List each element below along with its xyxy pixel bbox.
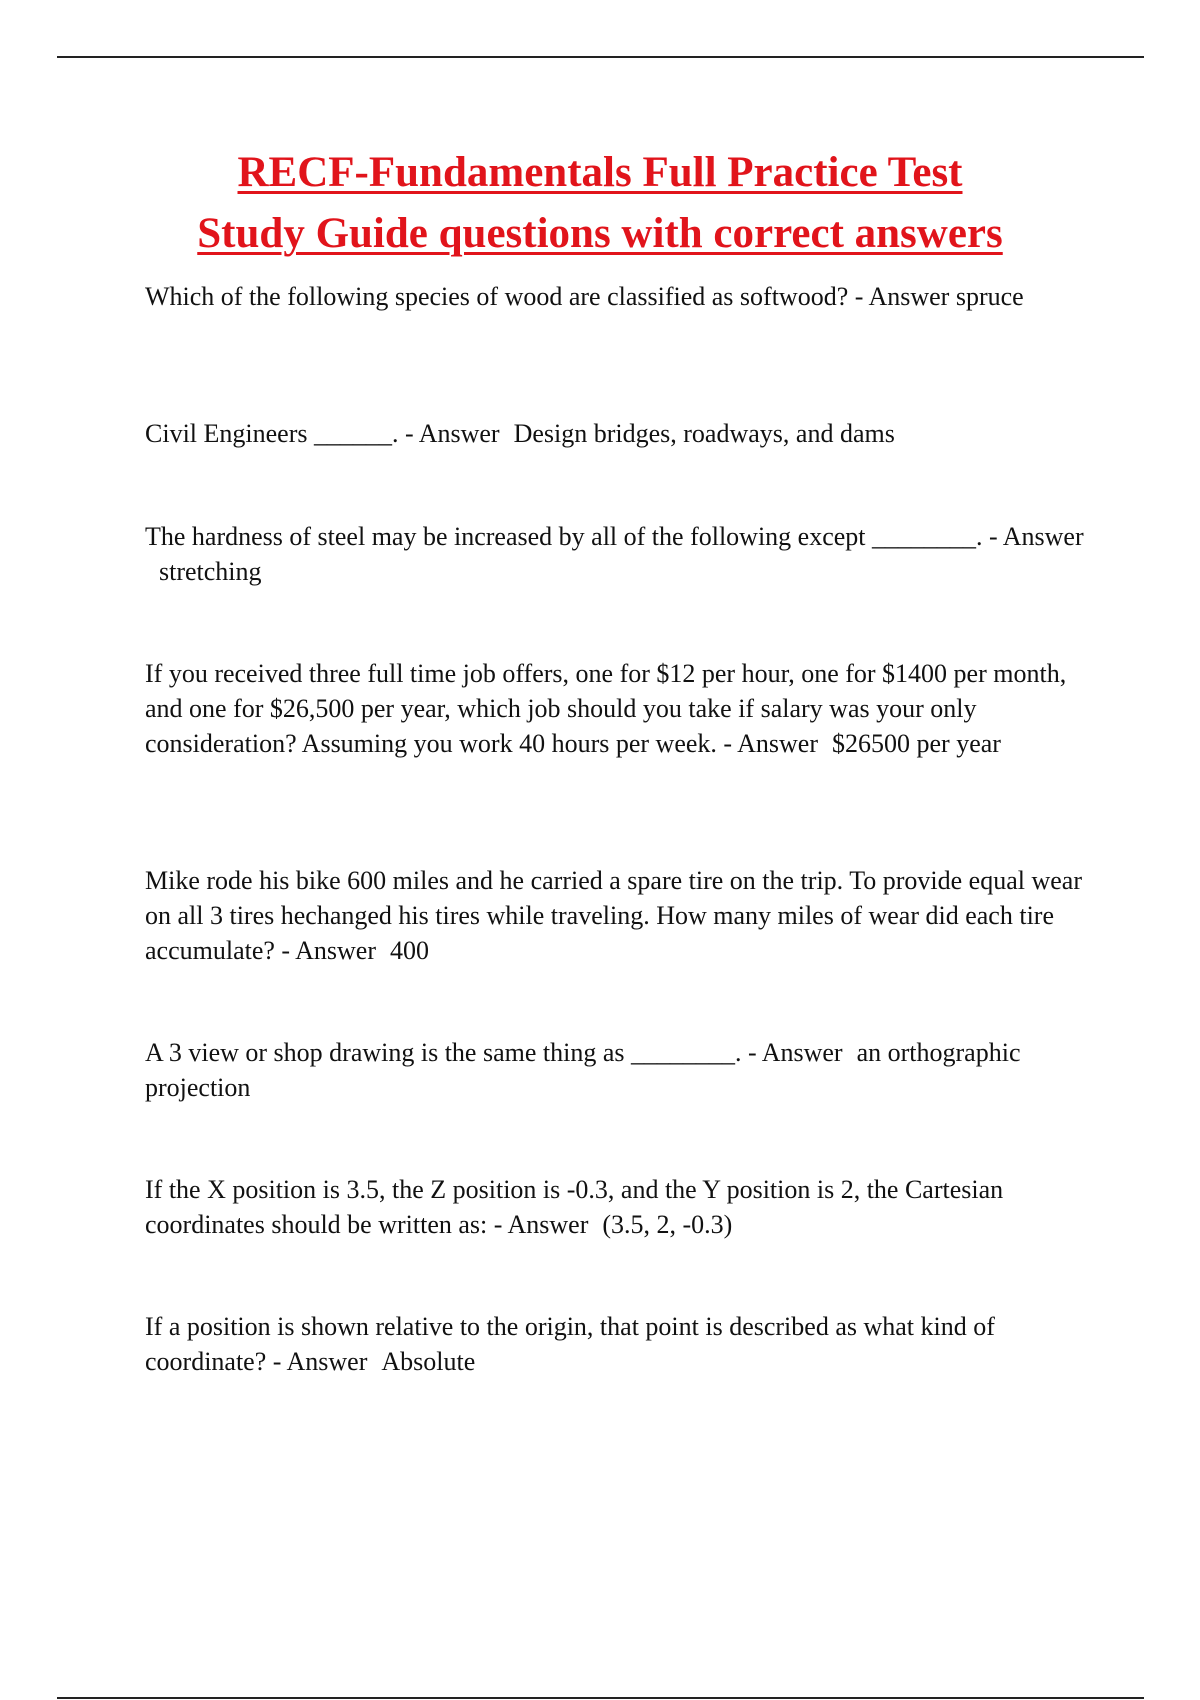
answer-text: $26500 per year: [832, 729, 1001, 758]
question-text: A 3 view or shop drawing is the same thing as ________. - Answer: [145, 1038, 843, 1067]
qa-item-8: [145, 1309, 1095, 1379]
qa-item-2: [145, 416, 1095, 451]
answer-text: spruce: [955, 282, 1024, 311]
question-text: If you received three full time job offers, one for $12 per hour, one for $1400 per month, and one for $26,500 per year, which job should you take if salary was your only consideration? Assuming you work 40 hours per week. - Answer: [145, 659, 1067, 758]
answer-text: an orthographic projection: [145, 1038, 1021, 1102]
title-line-1: RECF-Fundamentals Full Practice Test: [237, 149, 963, 196]
question-text: Civil Engineers ______. - Answer: [145, 419, 500, 448]
document-title: [60, 142, 1140, 264]
qa-item-4: [145, 656, 1095, 761]
qa-item-1: [145, 279, 1095, 314]
qa-item-3: [145, 519, 1095, 589]
bottom-rule: [57, 1697, 1144, 1699]
answer-text: stretching: [159, 557, 262, 586]
answer-text: Absolute: [381, 1347, 476, 1376]
answer-text: 400: [390, 936, 430, 965]
qa-item-6: [145, 1035, 1095, 1105]
top-rule: [57, 56, 1144, 58]
qa-item-7: [145, 1172, 1095, 1242]
question-text: Which of the following species of wood are classified as softwood? - Answer: [145, 282, 950, 311]
title-line-2: Study Guide questions with correct answers: [197, 210, 1003, 257]
question-text: If the X position is 3.5, the Z position is -0.3, and the Y position is 2, the Cartesian coordinates should be written as: - Answer: [145, 1175, 1004, 1239]
question-text: If a position is shown relative to the origin, that point is described as what kind of coordinate? - Answer: [145, 1312, 995, 1376]
question-text: The hardness of steel may be increased by all of the following except ________. - Answer: [145, 522, 1084, 551]
answer-text: (3.5, 2, -0.3): [602, 1210, 733, 1239]
qa-item-5: [145, 863, 1095, 968]
answer-text: Design bridges, roadways, and dams: [513, 419, 895, 448]
question-text: Mike rode his bike 600 miles and he carried a spare tire on the trip. To provide equal wear on all 3 tires hechanged his tires while traveling. How many miles of wear did each tire accumulate? - Answer: [145, 866, 1083, 965]
